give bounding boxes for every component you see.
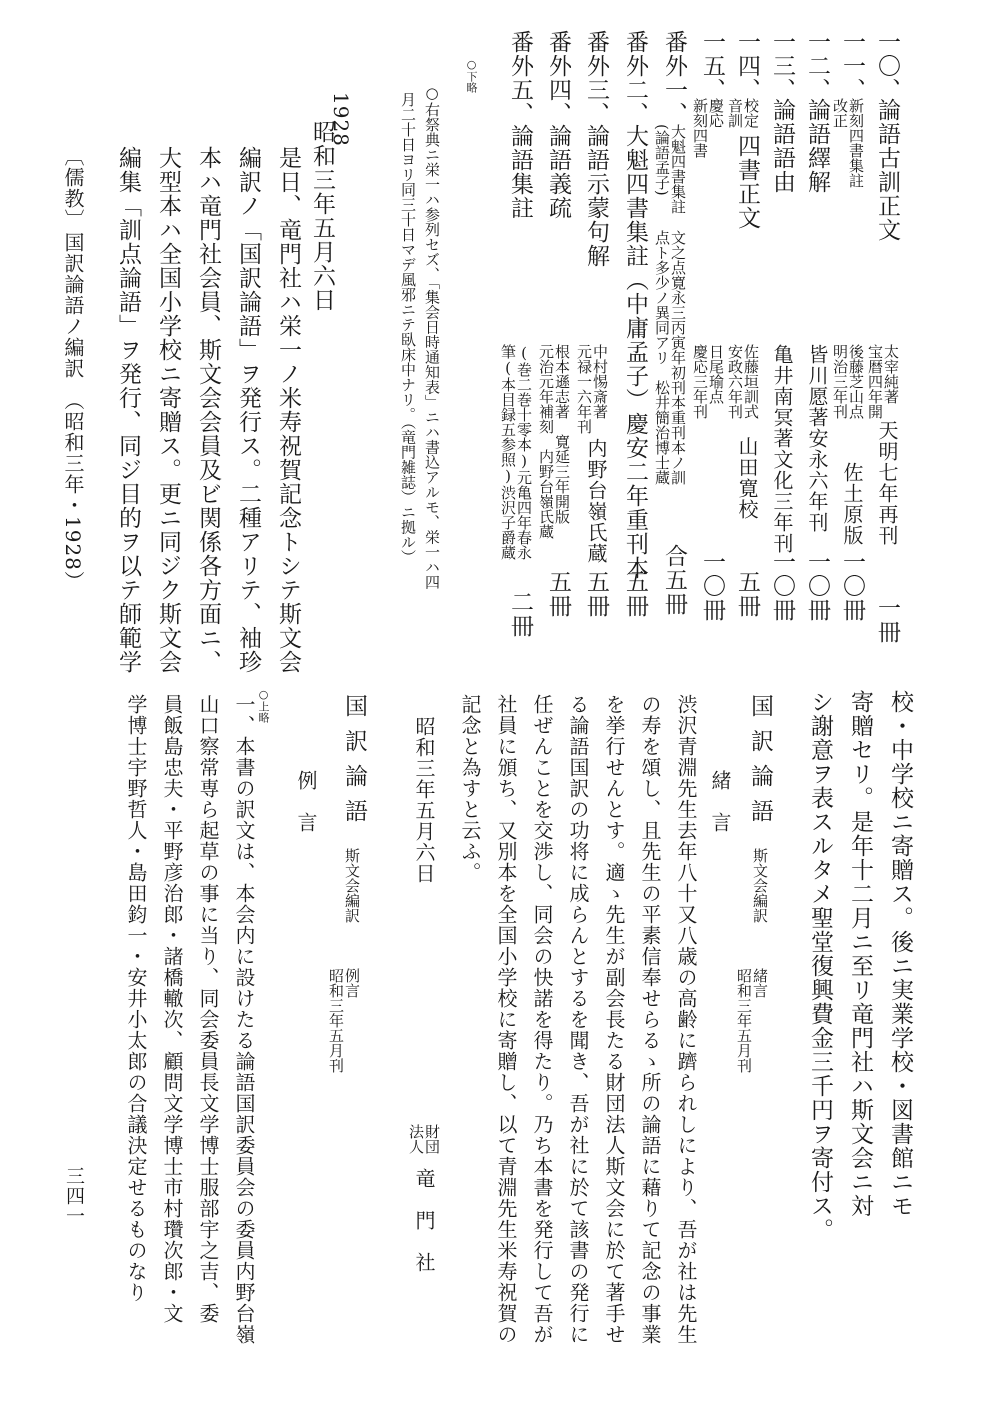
item-annotation-tail: 山田寛校 bbox=[735, 436, 759, 520]
item-annotation: 明治三年刊 bbox=[831, 344, 849, 419]
item-annotation: 元治元年補刻 内野台嶺氏蔵 bbox=[537, 344, 555, 539]
org-name: 竜 門 社 bbox=[412, 1168, 436, 1273]
item-annotation: 文之点寛永三丙寅年初刊本重刊本ノ訓 bbox=[669, 230, 687, 485]
entry-line: 大型本ハ全国小学校ニ寄贈ス。更ニ同ジク斯文会 bbox=[155, 146, 181, 674]
book-editor: 斯文会編訳 bbox=[751, 848, 769, 923]
entry-line: 本ハ竜門社会員、斯文会会員及ビ関係各方面ニ、 bbox=[195, 146, 221, 674]
preface-line: 任ぜんことを交渉し、同会の快諾を得たり。乃ち本書を発行して吾が bbox=[530, 694, 554, 1345]
item-annotation: 皆川愿著安永六年刊 bbox=[805, 344, 829, 533]
item-count: 五冊 bbox=[545, 570, 571, 618]
item-title-prefix: 音訓 bbox=[726, 98, 744, 128]
item-count: 五冊 bbox=[734, 570, 760, 618]
item-title: 論語古訓正文 bbox=[874, 98, 900, 242]
item-count: 五冊 bbox=[583, 570, 609, 618]
item-annotation: (巻二巻十零本)元亀四年春永 bbox=[515, 344, 533, 560]
item-number: 一〇、 bbox=[874, 30, 900, 102]
item-title: 新刻四書集註 bbox=[847, 98, 865, 188]
rei-line: 学博士宇野哲人・島田鈞一・安井小太郎の合議決定せるものなり bbox=[124, 694, 148, 1303]
book-title: 国訳論語 bbox=[341, 694, 367, 834]
item-annotation: 筆(本目録五参照)渋沢子爵蔵 bbox=[499, 344, 517, 560]
section-heading: 例 言 bbox=[294, 770, 318, 833]
year-label: 1928 bbox=[329, 92, 353, 147]
item-annotation: 安政六年刊 bbox=[726, 344, 744, 419]
preface-line: 社員に頒ち、又別本を全国小学校に寄贈し、以て青淵先生米寿祝賀の bbox=[494, 694, 518, 1345]
item-title: 新刻四書 bbox=[691, 98, 709, 158]
item-title: 大魁四書集註（中庸孟子）慶安二年重刊本 bbox=[622, 124, 648, 580]
item-annotation: 太宰純著 bbox=[882, 344, 900, 404]
book-editor: 斯文会編訳 bbox=[343, 848, 361, 923]
running-head-date: （昭和三年・1928） bbox=[61, 390, 85, 592]
entry-line: 是日、竜門社ハ栄一ノ米寿祝賀記念トシテ斯文会 bbox=[275, 146, 301, 674]
item-title: 論語集註 bbox=[507, 124, 533, 220]
rei-line: 一、本書の訳文は、本会内に設けたる論語国訳委員会の委員内野台嶺 bbox=[232, 694, 256, 1345]
item-count: 五冊 bbox=[622, 570, 648, 618]
note-line: ○右祭典ニ栄一ハ参列セズ、「集会日時通知表」ニハ書込アルモ、栄一ハ四 bbox=[423, 84, 441, 590]
omission-mark: ○下略 bbox=[465, 58, 478, 93]
entry-line: シ謝意ヲ表スルタメ聖堂復興費金三千円ヲ寄付ス。 bbox=[807, 690, 833, 1242]
page-number: 三四一 bbox=[63, 1166, 85, 1226]
item-annotation: 根本遜志著 寛延三年開版 bbox=[553, 344, 571, 524]
item-annotation: 亀井南冥著文化三年刊 bbox=[770, 344, 794, 554]
entry-line: 編訳ノ「国訳論語」ヲ発行ス。二種アリテ、袖珍 bbox=[235, 146, 261, 674]
rei-line: 員飯島忠夫・平野彦治郎・諸橋轍次、顧問文学博士市村瓚次郎・文 bbox=[160, 694, 184, 1324]
item-number: 番外五、 bbox=[507, 30, 533, 126]
item-number: 番外二、 bbox=[622, 30, 648, 126]
item-count: 一〇冊 bbox=[839, 550, 865, 622]
note-line: 月二十日ヨリ同三十日マデ風邪ニテ臥床中ナリ。（竜門雑誌）ニ拠ル） bbox=[399, 92, 417, 565]
item-title-prefix: 校定 bbox=[742, 98, 760, 128]
org-type: 財団 bbox=[423, 1124, 441, 1154]
source-date: 昭和三年五月刊 bbox=[327, 968, 345, 1073]
running-head-category: 〔儒教〕 bbox=[61, 146, 85, 230]
item-annotation: 宝暦四年開 bbox=[866, 344, 884, 419]
source-date: 昭和三年五月刊 bbox=[735, 968, 753, 1073]
item-number: 番外一、 bbox=[661, 30, 687, 126]
item-annotation: 日尾瑜点 bbox=[707, 344, 725, 404]
omission-mark: ○上略 bbox=[257, 688, 270, 723]
preface-line: る論語国訳の功将に成らんとするを聞き、吾が社に於て該書の発行に bbox=[566, 694, 590, 1345]
item-number: 一二、 bbox=[804, 30, 830, 102]
item-number: 番外四、 bbox=[545, 30, 571, 126]
preface-date: 昭和三年五月六日 bbox=[412, 716, 436, 884]
preface-line: の寿を頌し、且先生の平素信奉せらるゝ所の論語に藉りて記念の事業 bbox=[638, 694, 662, 1345]
item-title-prefix: 慶応 bbox=[707, 98, 725, 128]
item-count: 一〇冊 bbox=[699, 550, 725, 622]
item-annotation: 元禄一六年刊 bbox=[575, 344, 593, 434]
item-annotation: 佐藤垣訓式 bbox=[742, 344, 760, 419]
item-title-prefix: 改正 bbox=[831, 98, 849, 128]
item-number: 一一、 bbox=[839, 30, 865, 102]
preface-line: 記念と為すと云ふ。 bbox=[458, 694, 482, 883]
item-annotation-tail: 佐土原版 bbox=[840, 462, 864, 546]
item-count: 一〇冊 bbox=[769, 550, 795, 622]
book-title: 国訳論語 bbox=[747, 694, 773, 834]
item-count: 一〇冊 bbox=[804, 550, 830, 622]
item-annotation: 点ト多少ノ異同アリ 松井簡治博士蔵 bbox=[653, 230, 671, 485]
running-head-title: 国訳論語ノ編訳 bbox=[61, 232, 85, 379]
preface-line: を挙行せんとす。適ゝ先生が副会長たる財団法人斯文会に於て著手せ bbox=[602, 694, 626, 1345]
item-number: 一三、 bbox=[769, 30, 795, 102]
entry-line: 編集「訓点論語」ヲ発行、同ジ目的ヲ以テ師範学 bbox=[115, 146, 141, 674]
item-title: 論語義疏 bbox=[545, 124, 571, 220]
item-annotation-tail: 天明七年再刊 bbox=[875, 420, 899, 546]
item-number: 一五、 bbox=[699, 30, 725, 102]
item-title: 大魁四書集註 bbox=[669, 124, 687, 214]
item-title: 論語示蒙句解 bbox=[583, 124, 609, 268]
item-count: 合五冊 bbox=[661, 544, 687, 616]
rei-line: 山口察常専ら起草の事に当り、同会委員長文学博士服部宇之吉、委 bbox=[196, 694, 220, 1324]
item-count: 一冊 bbox=[874, 596, 900, 644]
date-heading: 昭和三年五月六日 bbox=[309, 120, 335, 312]
item-title: 論語繹解 bbox=[804, 98, 830, 194]
item-title: 論語語由 bbox=[769, 98, 795, 194]
entry-line: 校・中学校ニ寄贈ス。後ニ実業学校・図書館ニモ bbox=[887, 690, 913, 1218]
item-title-suffix: (論語孟子) bbox=[653, 124, 671, 196]
source-label: 例言 bbox=[343, 968, 361, 998]
entry-line: 寄贈セリ。是年十二月ニ至リ竜門社ハ斯文会ニ対 bbox=[847, 690, 873, 1218]
item-annotation: 中村惕斎著 bbox=[591, 344, 609, 419]
org-type: 法人 bbox=[407, 1124, 425, 1154]
item-annotation: 慶応三年刊 bbox=[691, 344, 709, 419]
item-number: 番外三、 bbox=[583, 30, 609, 126]
preface-line: 渋沢青淵先生去年八十又八歳の高齢に躋られしにより、吾が社は先生 bbox=[674, 694, 698, 1345]
source-label: 緒言 bbox=[751, 968, 769, 998]
item-annotation-tail: 内野台嶺氏蔵 bbox=[584, 438, 608, 564]
item-count: 二冊 bbox=[507, 590, 533, 638]
section-heading: 緒 言 bbox=[708, 770, 732, 833]
item-title: 四書正文 bbox=[734, 134, 760, 230]
item-number: 一四、 bbox=[734, 30, 760, 102]
item-annotation: 後藤芝山点 bbox=[847, 344, 865, 419]
